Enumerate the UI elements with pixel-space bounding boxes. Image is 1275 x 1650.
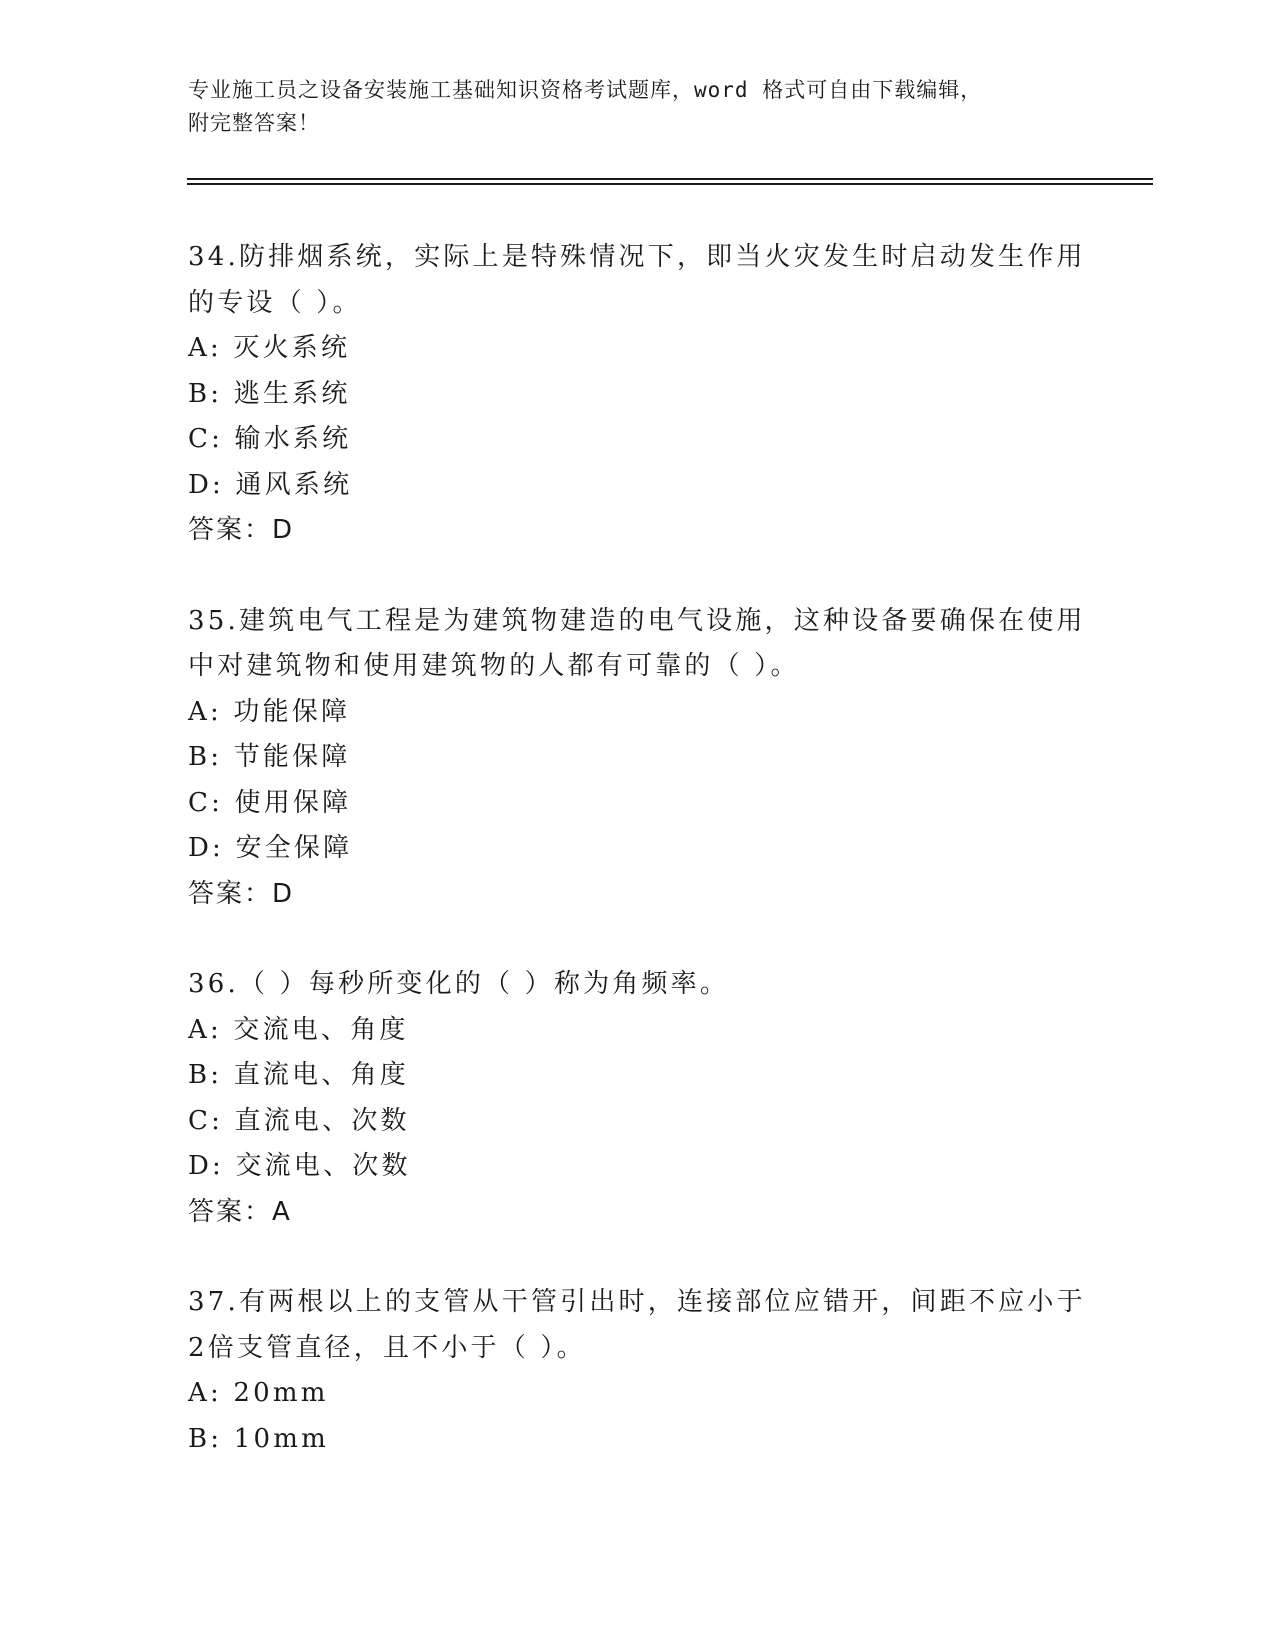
header-line-2: 附完整答案！ — [188, 111, 320, 135]
option-c: C: 直流电、次数 — [188, 1105, 410, 1136]
question-stem: 37.有两根以上的支管从干管引出时，连接部位应错开，间距不应小于2倍支管直径，且不小于（ ）。 — [188, 1287, 1086, 1363]
header-divider-bottom — [187, 183, 1153, 185]
answer: 答案：A — [188, 1196, 292, 1227]
option-b: B: 直流电、角度 — [188, 1060, 409, 1090]
question-37 — [188, 1280, 1088, 1462]
question-stem: 34.防排烟系统，实际上是特殊情况下，即当火灾发生时启动发生作用的专设（ ）。 — [188, 242, 1086, 318]
question-stem: 35.建筑电气工程是为建筑物建造的电气设施，这种设备要确保在使用中对建筑物和使用建筑物的人都有可靠的（ ）。 — [188, 605, 1086, 681]
answer: 答案：D — [188, 878, 295, 909]
document-header — [188, 74, 1148, 140]
option-c: C: 输水系统 — [188, 424, 352, 454]
question-stem: 36.（ ）每秒所变化的（ ）称为角频率。 — [188, 969, 730, 999]
question-list — [188, 235, 1088, 1507]
option-d: D: 通风系统 — [188, 469, 353, 500]
answer: 答案：D — [188, 515, 295, 545]
option-a: A: 灭火系统 — [188, 333, 351, 363]
option-c: C: 使用保障 — [188, 787, 352, 818]
option-d: D: 安全保障 — [188, 833, 353, 863]
option-a: A: 功能保障 — [188, 696, 351, 727]
header-divider-top — [187, 178, 1153, 180]
option-a: A: 20mm — [188, 1378, 329, 1408]
option-d: D: 交流电、次数 — [188, 1151, 411, 1181]
option-b: B: 节能保障 — [188, 742, 351, 772]
question-34 — [188, 235, 1088, 554]
option-a: A: 交流电、角度 — [188, 1014, 409, 1045]
question-36 — [188, 962, 1088, 1235]
header-line-1: 专业施工员之设备安装施工基础知识资格考试题库，word 格式可自由下载编辑， — [188, 78, 983, 102]
option-b: B: 逃生系统 — [188, 378, 351, 409]
option-b: B: 10mm — [188, 1423, 329, 1454]
question-35 — [188, 599, 1088, 918]
